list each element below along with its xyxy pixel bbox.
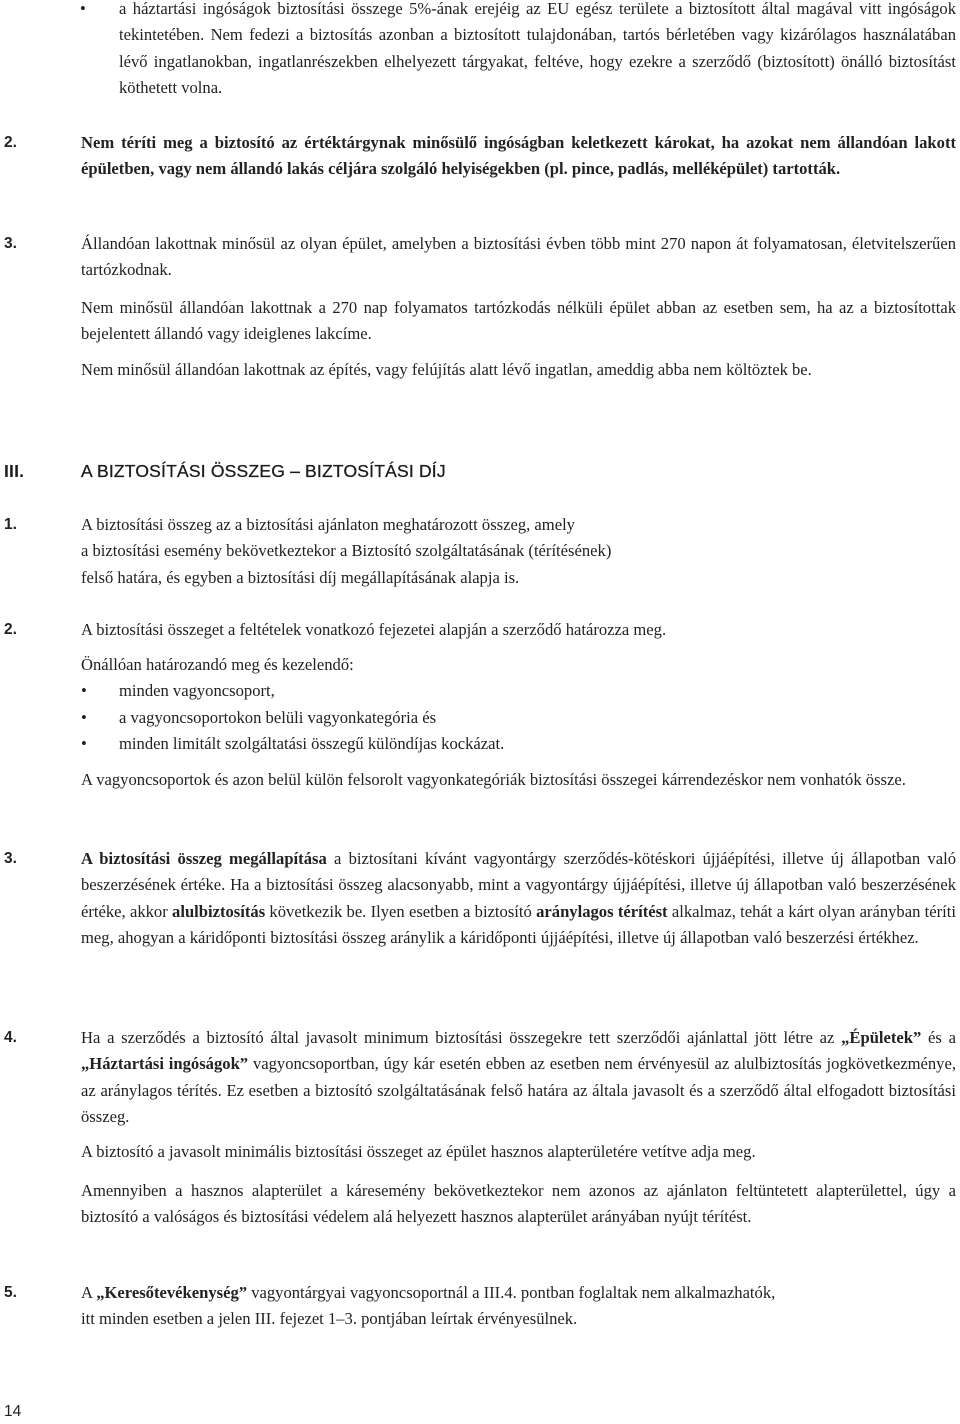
paragraph-block: [0, 652, 958, 757]
text-line: itt minden esetben a jelen III. fejezet 1–3. pontjában leírtak érvényesülnek.: [81, 1309, 578, 1329]
emphasis: aránylagos térítést: [536, 901, 668, 921]
bullet-icon: •: [81, 733, 87, 753]
item-number: 2.: [4, 134, 17, 151]
paragraph: Nem téríti meg a biztosító az értéktárgynak minősülő ingóságban keletkezett károkat, ha azokat nem állandóan lakott épületben, vagy nem állandó lakás céljára szolgáló helyiségekben (pl. pince, padlás, melléképület) tartották.: [81, 133, 956, 179]
numbered-item: [0, 130, 958, 183]
numbered-item: [0, 231, 958, 284]
numbered-item: [0, 1280, 958, 1333]
paragraph: A vagyoncsoportok és azon belül külön felsorolt vagyonkategóriák biztosítási összegei kárrendezéskor nem vonhatók össze.: [81, 770, 906, 789]
numbered-item: [0, 512, 958, 591]
list-item: • minden vagyoncsoport,: [81, 678, 956, 704]
numbered-item: [0, 617, 958, 643]
emphasis: „Keresőtevékenység”: [96, 1283, 248, 1302]
paragraph-block: [0, 767, 958, 793]
text-line: felső határa, és egyben a biztosítási díj megállapításának alapja is.: [81, 567, 520, 587]
paragraph: a háztartási ingóságok biztosítási összege 5%-ának erejéig az EU egész területe a biztosított által magával vitt ingóságok tekintetében. Nem fedezi a biztosítás azonban a biztosított tulajdonában, tartós bérletében vagy kizárólagos használatában lévő ingatlanokban, ingatlanrészekben elhelyezett tárgyakat, feltéve, hogy ezekre a szerződő (biztosított) önálló biztosítást köthetett volna.: [119, 0, 956, 97]
paragraph-block: [0, 295, 958, 348]
paragraph-block: [0, 1139, 958, 1165]
bullet-icon: •: [81, 681, 87, 701]
emphasis: A biztosítási összeg megállapítása: [81, 849, 327, 868]
emphasis: alulbiztosítás: [172, 901, 266, 921]
section-heading: [0, 458, 958, 484]
item-number: 1.: [4, 516, 17, 533]
bullet-list: [81, 678, 956, 757]
section-number: III.: [4, 461, 25, 481]
text-line: a biztosítási esemény bekövetkeztekor a Biztosító szolgáltatásának (térítésének): [81, 541, 612, 561]
paragraph: Nem minősül állandóan lakottnak a 270 nap folyamatos tartózkodás nélküli épület abban az esetben sem, ha az a biztosítottak bejelentett állandó vagy ideiglenes lakcíme.: [81, 298, 956, 344]
paragraph: A biztosítási összeg megállapítása a biztosítani kívánt vagyontárgy szerződés-kötéskori újjáépítési, illetve új állapotban való beszerzésének értéke. Ha a biztosítási összeg alacsonyabb, mint a vagyontárgy újjáépítési, illetve új állapotban való beszerzésének értéke, akkor alulbiztosítás következik be. Ilyen esetben a biztosító aránylagos térítést alkalmaz, tehát a kárt olyan arányban téríti meg, ahogyan a káridőponti biztosítási összeg aránylik a káridőponti újjáépítési, illetve új állapotban való beszerzési értékhez.: [81, 849, 956, 947]
list-intro: Önállóan határozandó meg és kezelendő:: [81, 655, 354, 674]
emphasis: „Épületek”: [841, 1028, 922, 1047]
paragraph: Állandóan lakottnak minősül az olyan épület, amelyben a biztosítási évben több mint 270 napon át folyamatosan, életvitelszerűen tartózkodnak.: [81, 234, 956, 280]
page-number: 14: [4, 1403, 22, 1420]
paragraph: Nem minősül állandóan lakottnak az építés, vagy felújítás alatt lévő ingatlan, ameddig abba nem költöztek be.: [81, 360, 812, 379]
list-item: • minden limitált szolgáltatási összegű különdíjas kockázat.: [81, 731, 956, 757]
paragraph-block: [0, 357, 958, 383]
paragraph: Amennyiben a hasznos alapterület a káresemény bekövetkeztekor nem azonos az ajánlaton feltüntetett alapterülettel, úgy a biztosító a valóságos és biztosítási védelem alá helyezett hasznos alapterület arányában nyújt térítést.: [81, 1181, 956, 1227]
bullet-icon: •: [81, 707, 87, 727]
section-title: A BIZTOSÍTÁSI ÖSSZEG – BIZTOSÍTÁSI DÍJ: [81, 461, 446, 481]
numbered-item: [0, 846, 958, 951]
emphasis: „Háztartási ingóságok”: [81, 1054, 249, 1074]
list-item: • a vagyoncsoportokon belüli vagyonkategória és: [81, 705, 956, 731]
paragraph: Ha a szerződés a biztosító által javasolt minimum biztosítási összegekre tett szerződői ajánlattal jött létre az „Épületek” és a „Háztartási ingóságok” vagyoncsoportban, úgy kár esetén ebben az esetben nem érvényesül az alulbiztosítás jogkövetkezménye, az aránylagos térítés. Ez esetben a biztosító szolgáltatásának felső határa az általa javasolt és a szerződő által elfogadott biztosítási összeg.: [81, 1028, 956, 1126]
item-number: 3.: [4, 235, 17, 252]
item-number: 2.: [4, 621, 17, 638]
paragraph-block: [0, 1178, 958, 1231]
item-number: 4.: [4, 1029, 17, 1046]
text-line: A „Keresőtevékenység” vagyontárgyai vagyoncsoportnál a III.4. pontban foglaltak nem alkalmazhatók,: [81, 1283, 776, 1302]
bullet-icon: •: [80, 0, 86, 18]
paragraph: A biztosítási összeget a feltételek vonatkozó fejezetei alapján a szerződő határozza meg.: [81, 620, 667, 639]
text-line: A biztosítási összeg az a biztosítási ajánlaton meghatározott összeg, amely: [81, 515, 575, 534]
list-item: [0, 0, 958, 101]
item-number: 5.: [4, 1284, 17, 1301]
item-number: 3.: [4, 850, 17, 867]
numbered-item: [0, 1025, 958, 1130]
paragraph: A biztosító a javasolt minimális biztosítási összeget az épület hasznos alapterületére vetítve adja meg.: [81, 1142, 756, 1161]
